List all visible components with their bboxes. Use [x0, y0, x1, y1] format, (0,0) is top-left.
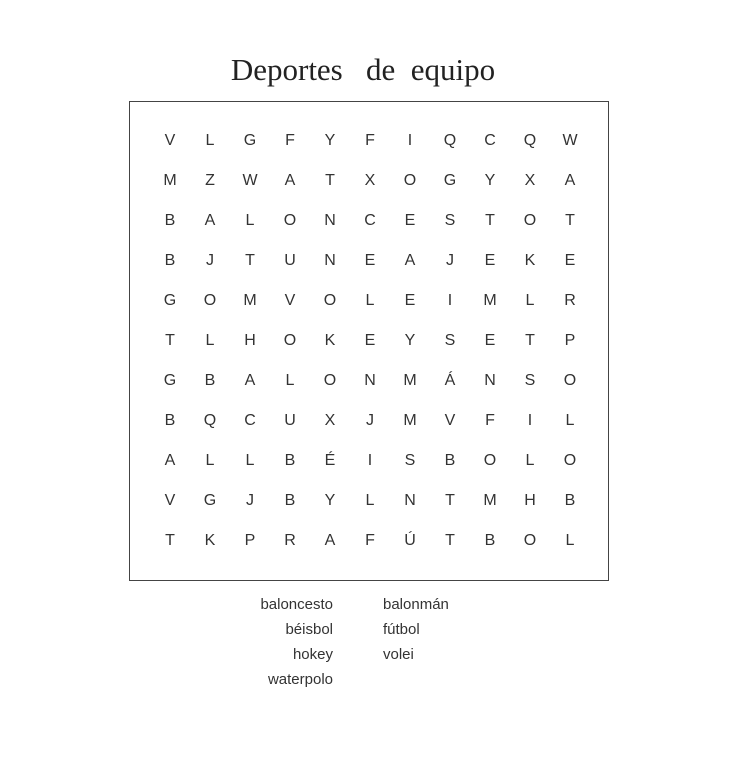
grid-cell[interactable]: L [565, 532, 575, 549]
grid-cell[interactable]: O [523, 212, 537, 229]
grid-cell[interactable]: H [524, 492, 536, 509]
word-list-item: baloncesto [260, 596, 333, 613]
grid-cell[interactable]: Q [523, 132, 537, 149]
grid-cell[interactable]: L [205, 332, 215, 349]
grid-cell[interactable]: A [204, 212, 216, 229]
grid-cell[interactable]: N [404, 492, 416, 509]
grid-cell[interactable]: Y [484, 172, 496, 189]
grid-cell[interactable]: É [324, 452, 336, 469]
grid-cell[interactable]: G [203, 492, 217, 509]
grid-cell[interactable]: N [484, 372, 496, 389]
grid-cell[interactable]: H [244, 332, 256, 349]
grid-cell[interactable]: L [245, 212, 255, 229]
grid-cell[interactable]: B [164, 252, 176, 269]
grid-cell[interactable]: A [564, 172, 576, 189]
grid-cell[interactable]: G [163, 292, 177, 309]
grid-cell[interactable]: O [563, 372, 577, 389]
grid-cell[interactable]: T [165, 332, 175, 349]
grid-cell[interactable]: M [403, 412, 417, 429]
grid-cell[interactable]: F [285, 132, 295, 149]
grid-cell[interactable]: A [284, 172, 296, 189]
grid-cell[interactable]: K [324, 332, 336, 349]
word-search-grid-box [129, 101, 609, 581]
grid-cell[interactable]: K [204, 532, 216, 549]
grid-cell[interactable]: I [527, 412, 533, 429]
grid-cell[interactable]: T [165, 532, 175, 549]
grid-cell[interactable]: B [164, 212, 176, 229]
grid-cell[interactable]: B [444, 452, 456, 469]
word-list-item: fútbol [383, 621, 420, 638]
word-list-item: béisbol [285, 621, 333, 638]
word-list-item: waterpolo [267, 671, 333, 688]
grid-cell[interactable]: S [444, 332, 456, 349]
grid-cell[interactable]: G [243, 132, 257, 149]
grid-cell[interactable]: M [483, 492, 497, 509]
grid-cell[interactable]: L [525, 292, 535, 309]
grid-cell[interactable]: C [364, 212, 376, 229]
grid-cell[interactable]: U [284, 412, 296, 429]
grid-cell[interactable]: J [246, 492, 254, 509]
grid-cell[interactable]: E [484, 332, 496, 349]
letter-grid [150, 121, 590, 561]
grid-cell[interactable]: J [446, 252, 454, 269]
grid-cell[interactable]: M [163, 172, 177, 189]
grid-cell[interactable]: O [563, 452, 577, 469]
grid-cell[interactable]: I [367, 452, 373, 469]
grid-cell[interactable]: U [284, 252, 296, 269]
grid-cell[interactable]: E [484, 252, 496, 269]
grid-cell[interactable]: L [365, 292, 375, 309]
page-title: Deportes de equipo [230, 52, 496, 87]
grid-cell[interactable]: L [565, 412, 575, 429]
grid-cell[interactable]: C [244, 412, 256, 429]
grid-cell[interactable]: G [163, 372, 177, 389]
grid-cell[interactable]: J [206, 252, 214, 269]
word-list-item: balonmán [383, 596, 449, 613]
grid-cell[interactable]: R [284, 532, 296, 549]
grid-cell[interactable]: F [485, 412, 495, 429]
grid-cell[interactable]: X [324, 412, 336, 429]
word-list-item: hokey [292, 646, 333, 663]
grid-cell[interactable]: V [164, 132, 176, 149]
grid-cell[interactable]: O [323, 372, 337, 389]
grid-cell[interactable]: B [284, 492, 296, 509]
grid-cell[interactable]: X [524, 172, 536, 189]
grid-cell[interactable]: M [243, 292, 257, 309]
grid-cell[interactable]: E [404, 292, 416, 309]
grid-cell[interactable]: S [444, 212, 456, 229]
grid-cell[interactable]: O [203, 292, 217, 309]
grid-cell[interactable]: O [403, 172, 417, 189]
grid-cell[interactable]: N [364, 372, 376, 389]
grid-cell[interactable]: M [403, 372, 417, 389]
grid-cell[interactable]: O [283, 332, 297, 349]
grid-cell[interactable]: T [485, 212, 495, 229]
grid-cell[interactable]: Q [443, 132, 457, 149]
grid-cell[interactable]: I [447, 292, 453, 309]
grid-cell[interactable]: L [205, 132, 215, 149]
grid-cell[interactable]: T [525, 332, 535, 349]
grid-cell[interactable]: A [404, 252, 416, 269]
grid-cell[interactable]: A [324, 532, 336, 549]
grid-cell[interactable]: Z [205, 172, 215, 189]
grid-cell[interactable]: P [564, 332, 576, 349]
grid-cell[interactable]: W [242, 172, 258, 189]
grid-cell[interactable]: L [245, 452, 255, 469]
grid-cell[interactable]: T [325, 172, 335, 189]
grid-cell[interactable]: A [244, 372, 256, 389]
grid-cell[interactable]: K [524, 252, 536, 269]
grid-cell[interactable]: Y [324, 132, 336, 149]
grid-cell[interactable]: E [364, 332, 376, 349]
grid-cell[interactable]: T [445, 492, 455, 509]
grid-cell[interactable]: E [564, 252, 576, 269]
grid-cell[interactable]: P [244, 532, 256, 549]
grid-cell[interactable]: L [525, 452, 535, 469]
grid-cell[interactable]: Ú [404, 532, 416, 549]
grid-cell[interactable]: B [164, 412, 176, 429]
grid-cell[interactable]: I [407, 132, 413, 149]
grid-cell[interactable]: F [365, 532, 375, 549]
grid-cell[interactable]: F [365, 132, 375, 149]
grid-cell[interactable]: B [284, 452, 296, 469]
grid-cell[interactable]: O [523, 532, 537, 549]
grid-cell[interactable]: L [365, 492, 375, 509]
grid-cell[interactable]: C [484, 132, 496, 149]
grid-cell[interactable]: R [564, 292, 576, 309]
grid-cell[interactable]: O [283, 212, 297, 229]
word-list-right [383, 592, 503, 667]
grid-cell[interactable]: W [562, 132, 578, 149]
grid-cell[interactable]: M [483, 292, 497, 309]
grid-cell[interactable]: T [565, 212, 575, 229]
grid-cell[interactable]: G [443, 172, 457, 189]
word-list-item: volei [383, 646, 414, 663]
grid-cell[interactable]: V [284, 292, 296, 309]
grid-cell[interactable]: V [164, 492, 176, 509]
grid-cell[interactable]: T [445, 532, 455, 549]
grid-cell[interactable]: B [484, 532, 496, 549]
grid-cell[interactable]: E [404, 212, 416, 229]
grid-cell[interactable]: J [366, 412, 374, 429]
grid-cell[interactable]: A [164, 452, 176, 469]
grid-cell[interactable]: L [205, 452, 215, 469]
grid-cell[interactable]: Y [324, 492, 336, 509]
grid-cell[interactable]: E [364, 252, 376, 269]
grid-cell[interactable]: X [364, 172, 376, 189]
grid-cell[interactable]: N [324, 212, 336, 229]
grid-cell[interactable]: B [204, 372, 216, 389]
grid-cell[interactable]: B [564, 492, 576, 509]
grid-cell[interactable]: N [324, 252, 336, 269]
grid-cell[interactable]: V [444, 412, 456, 429]
word-list-left [233, 592, 333, 692]
grid-cell[interactable]: S [404, 452, 416, 469]
grid-cell[interactable]: Q [203, 412, 217, 429]
grid-cell[interactable]: O [323, 292, 337, 309]
grid-cell[interactable]: S [524, 372, 536, 389]
grid-cell[interactable]: T [245, 252, 255, 269]
grid-cell[interactable]: L [285, 372, 295, 389]
grid-cell[interactable]: Á [444, 372, 456, 389]
grid-cell[interactable]: Y [404, 332, 416, 349]
grid-cell[interactable]: O [483, 452, 497, 469]
